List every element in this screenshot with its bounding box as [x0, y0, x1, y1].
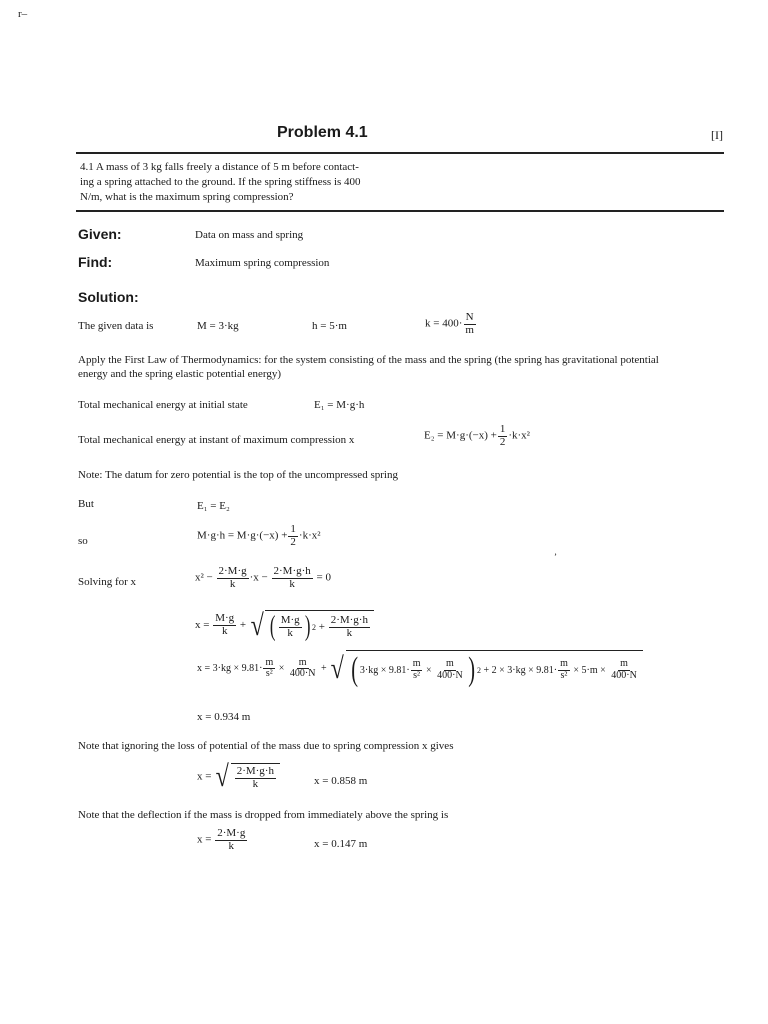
num-square: 2	[477, 665, 481, 675]
e2-half-num: 1	[499, 423, 506, 435]
page-title: Problem 4.1	[277, 124, 368, 141]
num-m3-num: m	[412, 658, 421, 669]
ignore-sqrt: √ $\frac{2\cdot M\cdot g\cdot h}{k}$	[214, 762, 280, 792]
num-times3: × 5·m ×	[573, 664, 606, 676]
num-m1-num: m	[265, 656, 274, 668]
note-ignore: Note that ignoring the loss of potential of the mass due to spring compression x gives	[78, 740, 454, 752]
e2-lhs: E₂ = M·g·(−x) +	[424, 429, 497, 442]
find-text: Maximum spring compression	[195, 257, 330, 269]
root-square: 2	[311, 622, 316, 632]
e1-label: Total mechanical energy at initial state	[78, 399, 248, 411]
root-b-den: k	[287, 626, 293, 639]
apply-line-2: energy and the spring elastic potential energy)	[78, 368, 282, 380]
corner-mark: r–	[18, 8, 28, 20]
quad-x2: x² −	[195, 571, 213, 584]
e2-label: Total mechanical energy at instant of maximum compression x	[78, 434, 355, 446]
stiffness-unit-den: m	[465, 323, 474, 336]
bottom-rule	[76, 210, 724, 212]
num-m6-num: m	[620, 658, 628, 669]
deflect-den: k	[228, 839, 235, 852]
num-m4-den: 400·N	[437, 669, 463, 681]
given-data-label: The given data is	[78, 320, 154, 332]
deflection-equation	[197, 828, 248, 852]
stiffness-prefix: k = 400·	[425, 317, 463, 330]
note-datum: Note: The datum for zero potential is the top of the uncompressed spring	[78, 469, 398, 481]
root-plus: +	[239, 619, 247, 632]
result-compression: x = 0.934 m	[197, 711, 251, 723]
quad-f2-den: k	[289, 577, 295, 590]
num-m2-den: 400·N	[289, 668, 316, 679]
so-half-den: 2	[290, 535, 296, 548]
stiffness-unit-num: N	[465, 311, 474, 323]
stray-mark: ’	[554, 552, 557, 562]
height-value: h = 5·m	[312, 320, 347, 332]
deflect-num: 2·M·g	[217, 827, 246, 839]
quad-f1-den: k	[229, 577, 236, 590]
quad-mid: ·x −	[249, 571, 268, 584]
e2-rhs: ·k·x²	[508, 429, 530, 442]
num-m5-den: s²	[560, 669, 568, 681]
given-text: Data on mass and spring	[195, 229, 304, 241]
solution-label: Solution:	[78, 289, 139, 305]
quad-f1-num: 2·M·g	[218, 565, 247, 577]
ignore-result: x = 0.858 m	[314, 775, 368, 787]
num-x-eq: x = 3·kg × 9.81·	[197, 662, 263, 674]
root-c-num: 2·M·g·h	[330, 613, 368, 626]
quadratic-equation	[195, 566, 331, 590]
num-in-a: 3·kg × 9.81·	[359, 664, 410, 676]
but-label: But	[78, 498, 94, 510]
num-m4-num: m	[446, 658, 454, 669]
ignore-num: 2·M·g·h	[236, 765, 274, 778]
problem-line-1: 4.1 A mass of 3 kg falls freely a distance of 5 m before contact-	[80, 161, 359, 173]
so-rhs: ·k·x²	[298, 529, 321, 542]
but-equation: E₁ = E₂	[197, 500, 230, 512]
e2-half-den: 2	[499, 435, 506, 448]
e2-equation	[424, 424, 530, 448]
deflection-result: x = 0.147 m	[314, 838, 368, 850]
quad-f2-num: 2·M·g·h	[273, 565, 311, 577]
num-sqrt: √ ( 3·kg × 9.81· $\frac{m}{\text{s²}}$ × $\frac{m}{400\cdot N}$ ) 2 + 2 × 3·kg × 9.81· $\frac{m}{\text{s²}}$ × 5·m × $\frac{m}{400\cdot N}$	[329, 650, 643, 687]
top-rule	[76, 152, 724, 154]
mass-value: M = 3·kg	[197, 320, 239, 332]
num-m3-den: s²	[413, 669, 421, 681]
num-plus: +	[320, 662, 327, 674]
so-equation	[197, 524, 321, 548]
deflect-x-eq: x =	[197, 833, 212, 846]
given-label: Given:	[78, 226, 122, 242]
solving-label: Solving for x	[78, 576, 137, 588]
problem-line-2: ing a spring attached to the ground. If the spring stiffness is 400	[80, 176, 361, 188]
ignore-equation	[197, 762, 280, 792]
quad-end: = 0	[316, 571, 331, 584]
note-deflection: Note that the deflection if the mass is dropped from immediately above the spring is	[78, 809, 449, 821]
root-c-den: k	[346, 626, 353, 639]
ignore-x-eq: x =	[197, 770, 212, 783]
problem-line-3: N/m, what is the maximum spring compression?	[80, 191, 294, 203]
e1-equation: E₁ = M·g·h	[314, 399, 365, 411]
root-x-eq: x =	[195, 619, 210, 632]
page-mark: [I]	[711, 128, 723, 142]
apply-line-1: Apply the First Law of Thermodynamics: for the system consisting of the mass and the spring (the spring has gravitational potential	[78, 354, 659, 366]
num-m5-num: m	[560, 658, 568, 669]
num-m1-den: s²	[265, 668, 273, 679]
num-m6-den: 400·N	[611, 669, 637, 681]
num-times1: ×	[278, 662, 285, 674]
root-a-num: M·g	[215, 612, 235, 625]
num-rest: + 2 × 3·kg × 9.81·	[483, 664, 558, 676]
root-a-den: k	[221, 625, 228, 637]
num-m2-num: m	[298, 656, 307, 668]
stiffness-value	[425, 312, 477, 336]
numeric-substitution	[197, 650, 643, 687]
num-times2: ×	[425, 664, 432, 676]
so-lhs: M·g·h = M·g·(−x) +	[197, 529, 288, 542]
root-plus2: +	[318, 621, 325, 633]
root-sqrt: √ ( $\frac{M\cdot g}{k}$ ) 2 + $\frac{2\cdot M\cdot g\cdot h}{k}$	[249, 610, 374, 641]
so-label: so	[78, 535, 88, 547]
root-b-num: M·g	[280, 613, 300, 626]
so-half-num: 1	[290, 523, 296, 535]
ignore-den: k	[252, 778, 259, 790]
root-formula	[195, 610, 374, 641]
find-label: Find:	[78, 254, 113, 270]
